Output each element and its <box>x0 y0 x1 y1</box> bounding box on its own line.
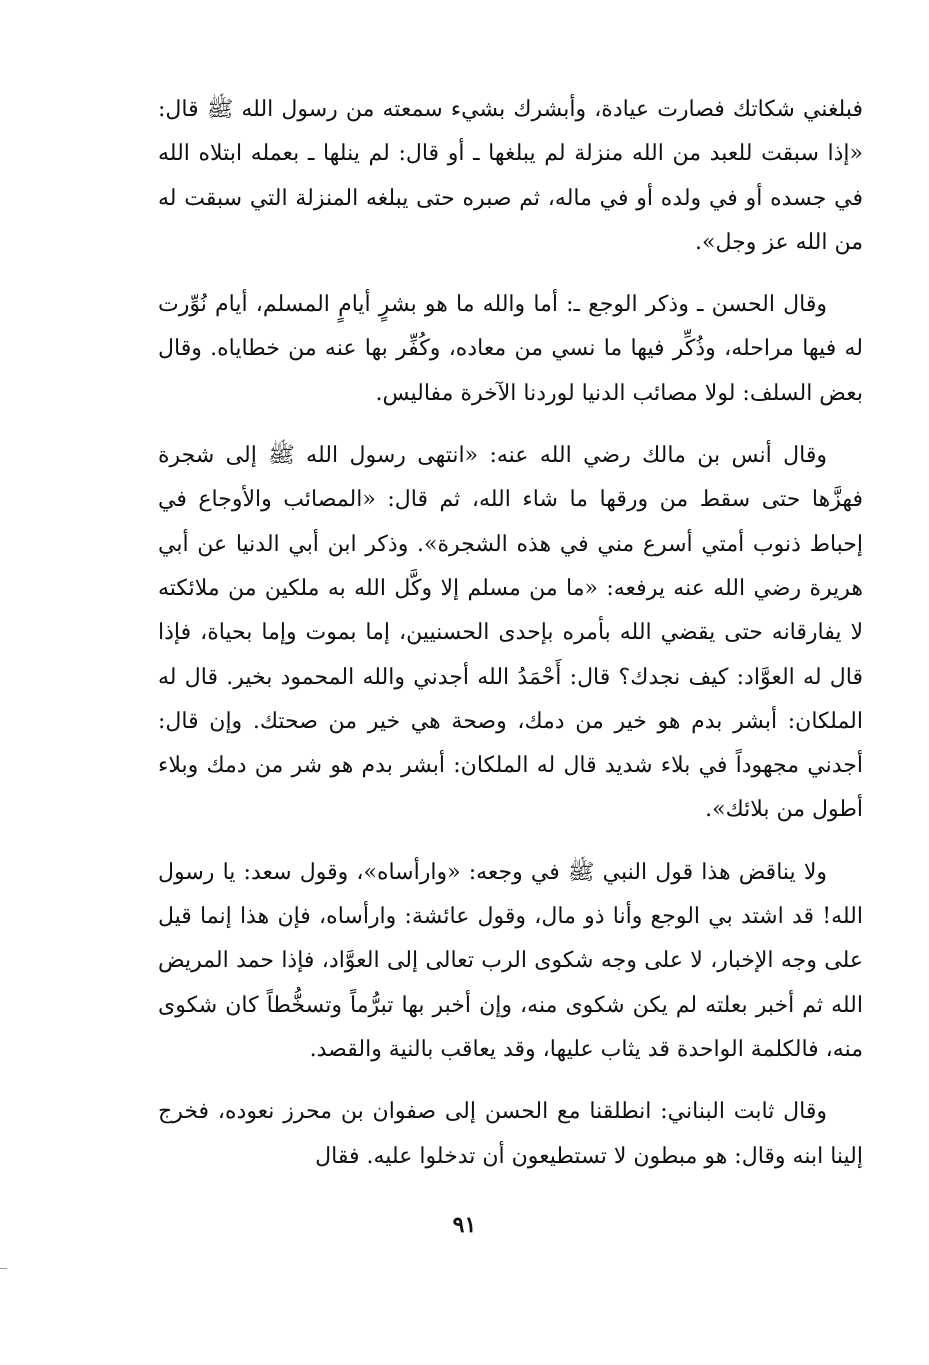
paragraph-1: فبلغني شكاتك فصارت عيادة، وأبشرك بشيء سمعته من رسول الله ﷺ قال: «إذا سبقت للعبد من الله منزلة لم يبلغها ـ أو قال: لم ينلها ـ بعمله ابتلاه الله في جسده أو في ولده أو في ماله، ثم صبره حتى يبلغه المنزلة التي سبقت له من الله عز وجل». <box>158 97 863 255</box>
scan-edge-mark <box>0 1268 7 1269</box>
paragraph-5: وقال ثابت البناني: انطلقنا مع الحسن إلى صفوان بن محرز نعوده، فخرج إلينا ابنه وقال: هو مبطون لا تستطيعون أن تدخلوا عليه. فقال <box>158 1099 863 1169</box>
body-text <box>158 88 863 1179</box>
paragraph-3: وقال أنس بن مالك رضي الله عنه: «انتهى رسول الله ﷺ إلى شجرة فهزَّها حتى سقط من ورقها ما شاء الله، ثم قال: «المصائب والأوجاع في إحباط ذنوب أمتي أسرع مني في هذه الشجرة». وذكر ابن أبي الدنيا عن أبي هريرة رضي الله عنه يرفعه: «ما من مسلم إلا وكَّل الله به ملكين من ملائكته لا يفارقانه حتى يقضي الله بأمره بإحدى الحسنيين، إما بموت وإما بحياة، فإذا قال له العوَّاد: كيف نجدك؟ قال: أَحْمَدُ الله أجدني والله المحمود بخير. قال له الملكان: أبشر بدم هو خير من دمك، وصحة هي خير من صحتك. وإن قال: أجدني مجهوداً في بلاء شديد قال له الملكان: أبشر بدم هو شر من دمك وبلاء أطول من بلائك». <box>158 443 863 823</box>
page-number: ٩١ <box>452 1212 477 1238</box>
paragraph-2: وقال الحسن ـ وذكر الوجع ـ: أما والله ما هو بشرٍ أيامٍ المسلم، أيام نُوِّرت له فيها مراحله، وذُكِّر فيها ما نسي من معاده، وكُفِّر بها عنه من خطاياه. وقال بعض السلف: لولا مصائب الدنيا لوردنا الآخرة مفاليس. <box>158 292 863 406</box>
paragraph-4: ولا يناقض هذا قول النبي ﷺ في وجعه: «وارأساه»، وقول سعد: يا رسول الله! قد اشتد بي الوجع وأنا ذو مال، وقول عائشة: وارأساه، فإن هذا إنما قيل على وجه الإخبار، لا على وجه شكوى الرب تعالى إلى العوَّاد، فإذا حمد المريض الله ثم أخبر بعلته لم يكن شكوى منه، وإن أخبر بها تبرُّماً وتسخُّطاً كان شكوى منه، فالكلمة الواحدة قد يثاب عليها، وقد يعاقب بالنية والقصد. <box>158 859 863 1062</box>
